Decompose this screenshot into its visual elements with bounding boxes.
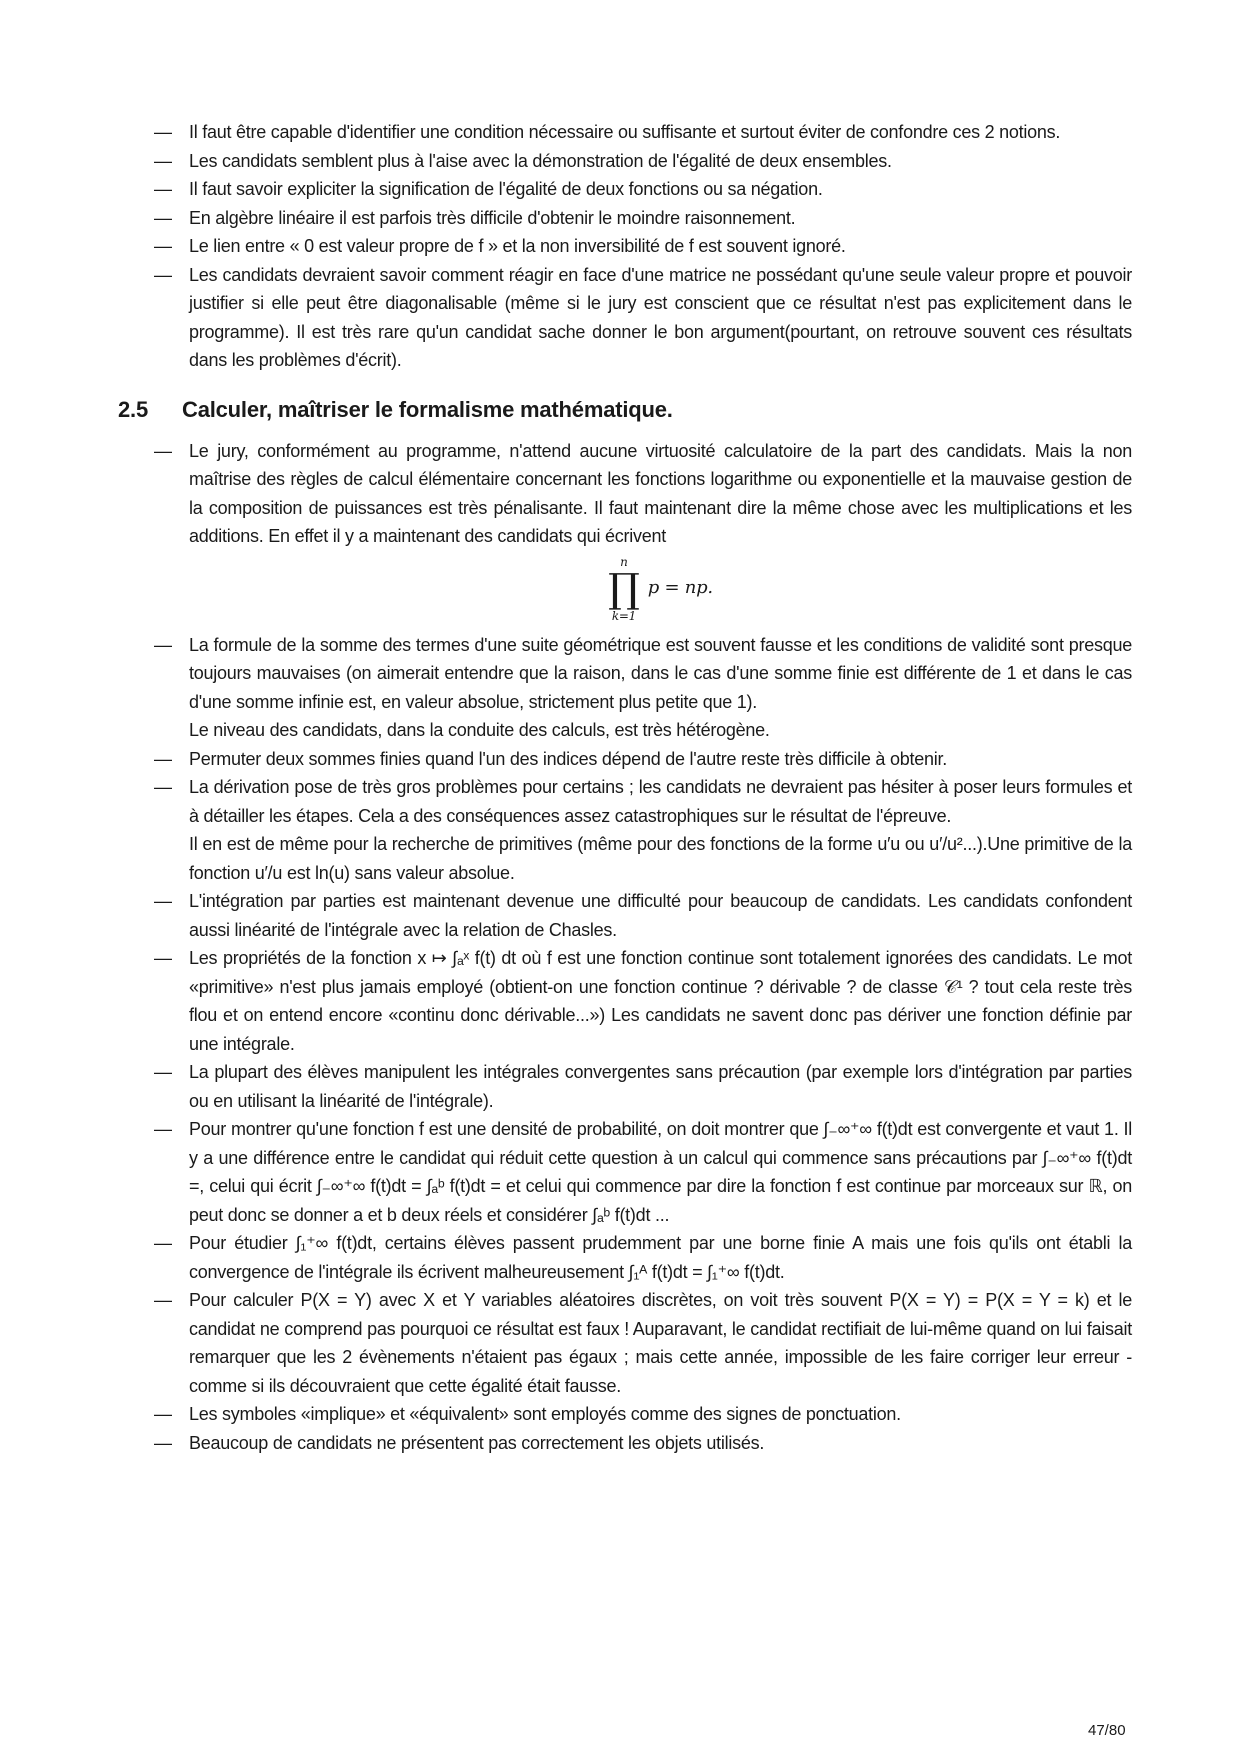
list-item [154, 204, 1132, 233]
dash-bullet: — [154, 1290, 172, 1310]
section-title: Calculer, maîtriser le formalisme mathématique. [182, 396, 673, 422]
dash-bullet: — [154, 264, 172, 285]
product-upper-bound: n [620, 554, 628, 569]
item-text: La dérivation pose de très gros problèmes pour certains ; les candidats ne devraient pas hésiter à poser leurs formules et à détailler les étapes. Cela a des conséquences assez catastrophiques sur le résultat de l'épreuve. [189, 777, 1132, 826]
dash-bullet: — [154, 207, 172, 228]
item-text: En algèbre linéaire il est parfois très difficile d'obtenir le moindre raisonnement. [189, 207, 796, 228]
dash-bullet: — [154, 891, 172, 911]
item-text: Les propriétés de la fonction x ↦ ∫ₐˣ f(t) dt où f est une fonction continue sont totalement ignorées des candidats. Le mot «primitive» n'est plus jamais employé (obtient-on une fonction continue ? dérivable ? de classe 𝒞¹ ? tout cela reste très flou et on entend encore «continu donc dérivable...») Les candidats ne savent donc pas dériver une fonction définie par une intégrale. [189, 948, 1132, 1054]
item-text: L'intégration par parties est maintenant devenue une difficulté pour beaucoup de candidats. Les candidats confondent aussi linéarité de l'intégrale avec la relation de Chasles. [189, 891, 1132, 940]
product-formula [189, 555, 1132, 623]
item-text: Les candidats devraient savoir comment réagir en face d'une matrice ne possédant qu'une seule valeur propre et pouvoir justifier si elle peut être diagonalisable (même si le jury est conscient que ce résultat n'est pas explicitement dans le programme). Il est très rare qu'un candidat sache donner le bon argument(pourtant, on retrouve souvent ces résultats dans les problèmes d'écrit). [189, 264, 1132, 370]
list-item [154, 1229, 1132, 1286]
dash-bullet: — [154, 777, 172, 797]
remarks-list-3 [154, 631, 1132, 1458]
list-item [154, 147, 1132, 176]
dash-bullet: — [154, 1404, 172, 1424]
item-continuation: Il en est de même pour la recherche de primitives (même pour des fonctions de la forme u′u ou u′/u²...).Une primitive de la fonction u′/u est ln(u) sans valeur absolue. [189, 834, 1132, 883]
dash-bullet: — [154, 122, 172, 142]
section-heading [118, 397, 1132, 423]
item-text: Il faut savoir expliciter la signification de l'égalité de deux fonctions ou sa négation. [189, 179, 823, 199]
dash-bullet: — [154, 440, 172, 461]
item-text: Le jury, conformément au programme, n'attend aucune virtuosité calculatoire de la part des candidats. Mais la non maîtrise des règles de calcul élémentaire concernant les fonctions logarithme ou exponentielle et la mauvaise gestion de la composition de puissances est très pénalisante. Il faut maintenant dire la même chose avec les multiplications et les additions. En effet il y a maintenant des candidats qui écrivent [189, 440, 1132, 546]
item-text: Les candidats semblent plus à l'aise avec la démonstration de l'égalité de deux ensembles. [189, 150, 892, 171]
item-text: Il faut être capable d'identifier une condition nécessaire ou suffisante et surtout éviter de confondre ces 2 notions. [189, 122, 1061, 142]
list-item [154, 1400, 1132, 1429]
dash-bullet: — [154, 150, 172, 171]
list-item [154, 745, 1132, 774]
document-page [118, 118, 1132, 1457]
item-text: La formule de la somme des termes d'une suite géométrique est souvent fausse et les conditions de validité sont presque toujours mauvaises (on aimerait entendre que la raison, dans le cas d'une somme finie est différente de 1 et dans le cas d'une somme infinie est, en valeur absolue, strictement plus petite que 1). [189, 634, 1132, 712]
list-item [154, 887, 1132, 944]
remarks-list-1 [154, 118, 1132, 375]
page-number: 47/80 [1088, 1722, 1126, 1739]
item-text: Permuter deux sommes finies quand l'un des indices dépend de l'autre reste très difficile à obtenir. [189, 748, 947, 769]
product-lower-bound: k=1 [611, 608, 637, 623]
dash-bullet: — [154, 1062, 172, 1082]
list-item [154, 944, 1132, 1058]
list-item [154, 631, 1132, 745]
dash-bullet: — [154, 236, 172, 256]
dash-bullet: — [154, 1233, 172, 1253]
list-item [154, 1058, 1132, 1115]
item-text: La plupart des élèves manipulent les intégrales convergentes sans précaution (par exemple lors d'intégration par parties ou en utilisant la linéarité de l'intégrale). [189, 1062, 1132, 1111]
list-item [154, 1429, 1132, 1458]
product-body: p = np. [647, 577, 713, 599]
dash-bullet: — [154, 948, 172, 968]
list-item [154, 118, 1132, 147]
list-item [154, 175, 1132, 204]
list-item [154, 773, 1132, 887]
list-item [154, 261, 1132, 375]
list-item [154, 232, 1132, 261]
dash-bullet: — [154, 1432, 172, 1453]
list-item [154, 1286, 1132, 1400]
list-item [154, 1115, 1132, 1229]
item-text: Pour montrer qu'une fonction f est une densité de probabilité, on doit montrer que ∫₋∞⁺∞ f(t)dt est convergente et vaut 1. Il y a une différence entre le candidat qui réduit cette question à un calcul qui commence sans précautions par ∫₋∞⁺∞ f(t)dt =, celui qui écrit ∫₋∞⁺∞ f(t)dt = ∫ₐᵇ f(t)dt = et celui qui commence par dire la fonction f est continue par morceaux sur ℝ, on peut donc se donner a et b deux réels et considérer ∫ₐᵇ f(t)dt ... [189, 1119, 1132, 1225]
dash-bullet: — [154, 179, 172, 199]
list-item [154, 437, 1132, 623]
item-text: Le lien entre « 0 est valeur propre de f » et la non inversibilité de f est souvent ignoré. [189, 236, 846, 256]
product-symbol: ∏ [608, 565, 640, 612]
dash-bullet: — [154, 1119, 172, 1139]
item-text: Pour étudier ∫₁⁺∞ f(t)dt, certains élèves passent prudemment par une borne finie A mais une fois qu'ils ont établi la convergence de l'intégrale ils écrivent malheureusement ∫₁ᴬ f(t)dt = ∫₁⁺∞ f(t)dt. [189, 1233, 1132, 1282]
item-text: Pour calculer P(X = Y) avec X et Y variables aléatoires discrètes, on voit très souvent P(X = Y) = P(X = Y = k) et le candidat ne comprend pas pourquoi ce résultat est faux ! Auparavant, le candidat rectifiait de lui-même quand on lui faisait remarquer que les 2 évènements n'étaient pas égaux ; mais cette année, impossible de les faire corriger leur erreur - comme si ils découvraient que cette égalité était fausse. [189, 1290, 1132, 1396]
item-text: Beaucoup de candidats ne présentent pas correctement les objets utilisés. [189, 1432, 765, 1453]
dash-bullet: — [154, 748, 172, 769]
section-number: 2.5 [118, 396, 148, 422]
item-text: Les symboles «implique» et «équivalent» sont employés comme des signes de ponctuation. [189, 1404, 901, 1424]
remarks-list-2 [154, 437, 1132, 623]
item-continuation: Le niveau des candidats, dans la conduite des calculs, est très hétérogène. [189, 720, 770, 740]
dash-bullet: — [154, 634, 172, 655]
